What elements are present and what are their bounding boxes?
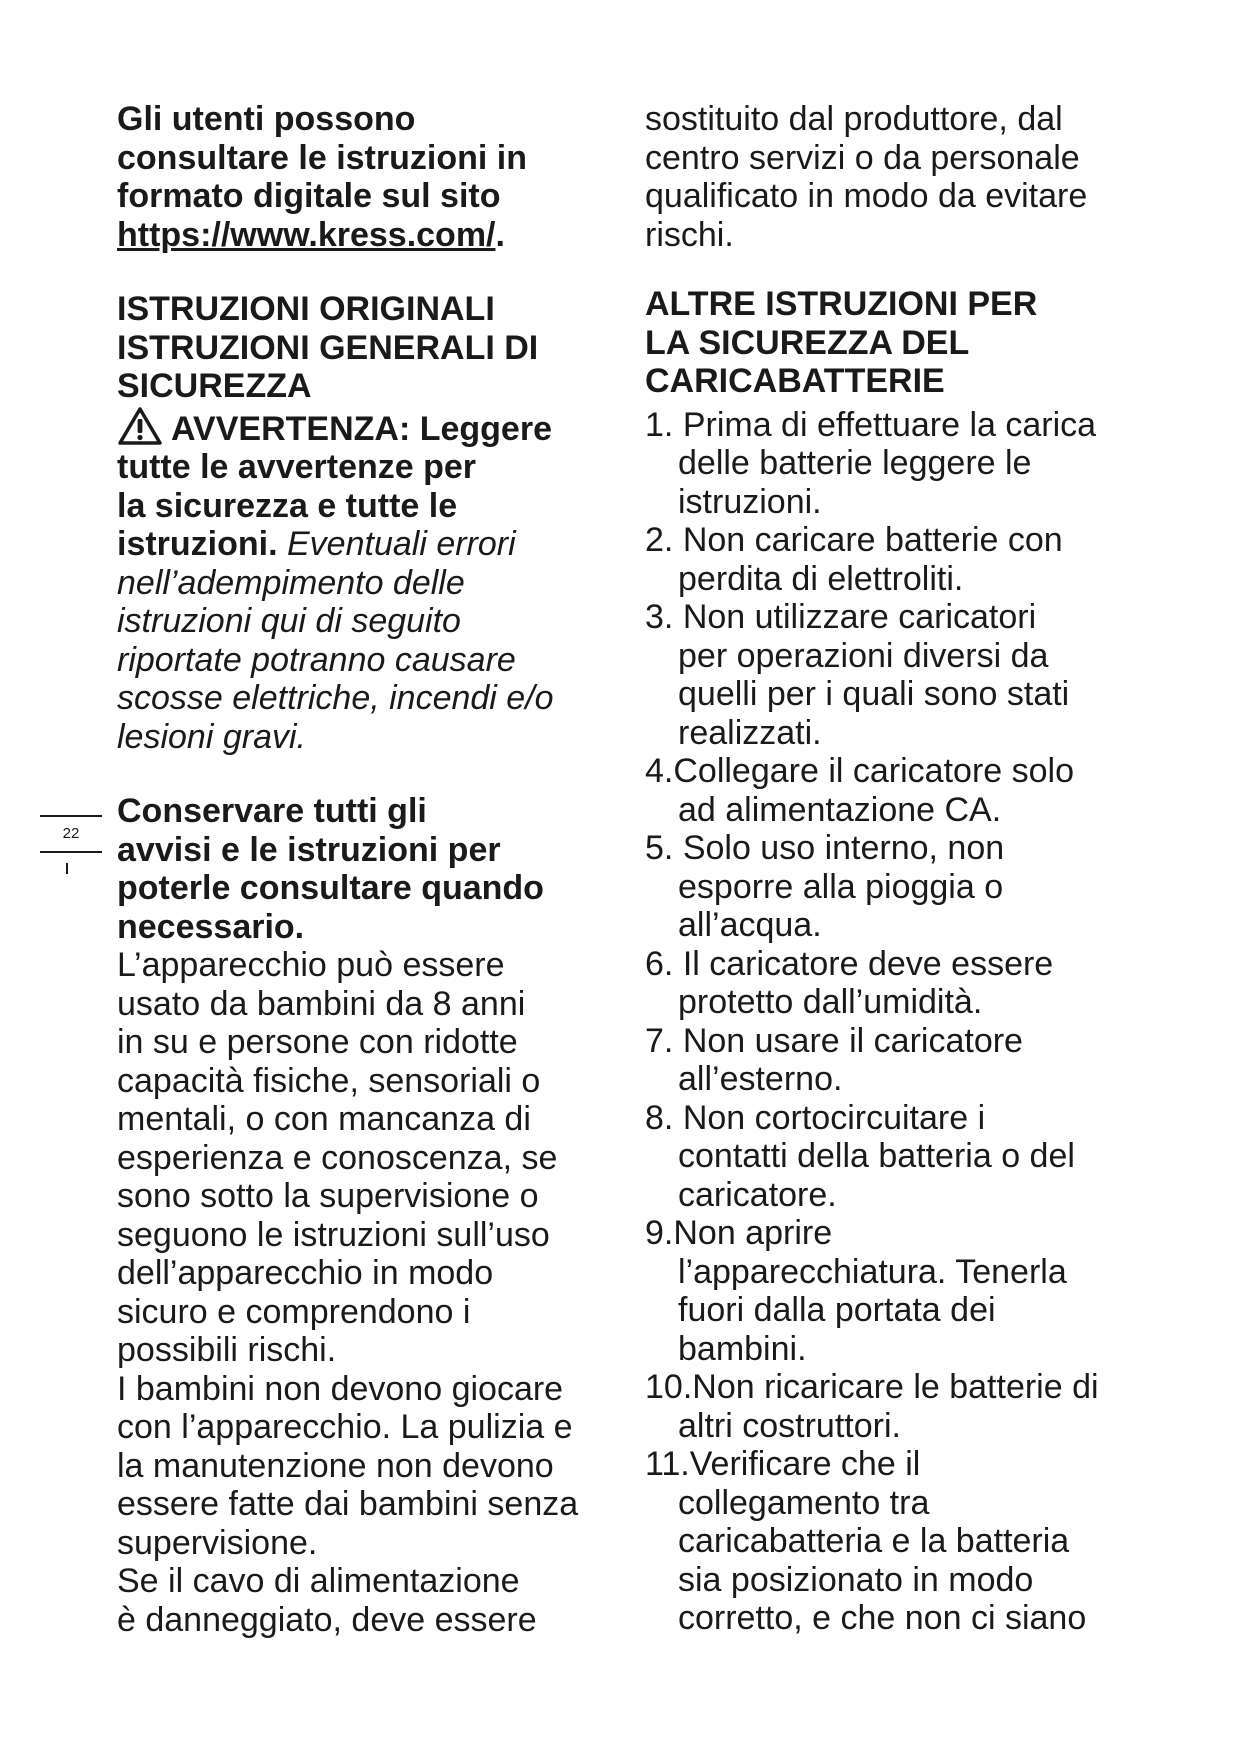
- list-item: [645, 1099, 1145, 1215]
- list-item-number: 2.: [645, 521, 683, 559]
- warning-italic-line: lesioni gravi.: [117, 717, 306, 756]
- cont-line: qualificato in modo da evitare: [645, 177, 1088, 215]
- list-item-number: 1.: [645, 405, 683, 444]
- list-item-first-line: [645, 598, 1145, 637]
- body-line: la manutenzione non devono: [117, 1446, 554, 1485]
- warning-line: la sicurezza e tutte le: [117, 486, 458, 525]
- list-item-line: collegamento tra: [678, 1483, 930, 1522]
- page-number-tick: [66, 863, 68, 874]
- list-item-line: quelli per i quali sono stati: [678, 675, 1070, 713]
- keep-line: poterle consultare quando: [117, 869, 544, 907]
- body-line: Se il cavo di alimentazione: [117, 1562, 520, 1600]
- body-line: capacità fisiche, sensoriali o: [117, 1061, 541, 1100]
- list-item-line: l’apparecchiatura. Tenerla: [678, 1252, 1067, 1291]
- right-column: [645, 100, 1145, 1638]
- list-item: [645, 1022, 1145, 1099]
- body-line: seguono le istruzioni sull’uso: [117, 1215, 550, 1254]
- keep-instructions-paragraph: [117, 792, 637, 946]
- body-line: I bambini non devono giocare: [117, 1369, 564, 1408]
- list-item-number: 4.: [645, 752, 674, 790]
- body-line: supervisione.: [117, 1523, 318, 1562]
- keep-line: Conservare tutti gli: [117, 792, 427, 830]
- list-item-first-line: [645, 1368, 1145, 1407]
- warning-label: AVVERTENZA: Leggere: [171, 409, 552, 448]
- heading-line: SICUREZZA: [117, 367, 312, 405]
- list-item-number: 11.: [645, 1445, 690, 1483]
- list-item-text: Verificare che il: [689, 1445, 921, 1483]
- list-item-first-line: [645, 752, 1145, 791]
- list-item: [645, 1368, 1145, 1445]
- list-item-first-line: [645, 1022, 1145, 1061]
- warning-italic-line: scosse elettriche, incendi e/o: [117, 679, 554, 717]
- charger-instructions-list: [645, 406, 1145, 1638]
- body-line: è danneggiato, deve essere: [117, 1600, 537, 1639]
- cord-replacement-continuation: [645, 100, 1145, 254]
- list-item-line: istruzioni.: [678, 482, 822, 521]
- cont-line: centro servizi o da personale: [645, 138, 1080, 177]
- intro-line: consultare le istruzioni in: [117, 138, 527, 177]
- warning-bold-end: istruzioni.: [117, 525, 278, 563]
- list-item-text: Collegare il caricatore solo: [673, 752, 1074, 790]
- list-item: [645, 406, 1145, 522]
- list-item-first-line: [645, 521, 1145, 560]
- list-item-line: per operazioni diversi da: [678, 636, 1049, 675]
- keep-line: avvisi e le istruzioni per: [117, 830, 501, 869]
- warning-first-line: [117, 406, 637, 449]
- list-item: [645, 1214, 1145, 1368]
- cont-line: rischi.: [645, 215, 734, 254]
- list-item-text: Non utilizzare caricatori: [682, 598, 1037, 636]
- intro-link-line: [117, 216, 637, 255]
- list-item: [645, 521, 1145, 598]
- intro-paragraph: [117, 100, 637, 254]
- list-item: [645, 752, 1145, 829]
- list-item: [645, 945, 1145, 1022]
- list-item-text: Non ricaricare le batterie di: [692, 1368, 1099, 1406]
- list-item-number: 8.: [645, 1098, 683, 1137]
- list-item-number: 9.: [645, 1214, 674, 1252]
- list-item-first-line: [645, 1214, 1145, 1253]
- list-item-text: Prima di effettuare la carica: [682, 405, 1097, 444]
- list-item-line: all’esterno.: [678, 1060, 843, 1098]
- body-line: esperienza e conoscenza, se: [117, 1138, 558, 1177]
- list-item-line: caricabatteria e la batteria: [678, 1522, 1070, 1560]
- page-number-rule-bottom: [40, 851, 102, 853]
- list-item-first-line: [645, 945, 1145, 984]
- warning-line: tutte le avvertenze per: [117, 448, 477, 486]
- list-item-line: corretto, e che non ci siano: [678, 1599, 1087, 1637]
- list-item: [645, 829, 1145, 945]
- heading-line: LA SICUREZZA DEL: [645, 323, 970, 362]
- body-line: L’apparecchio può essere: [117, 946, 505, 984]
- warning-paragraph: [117, 406, 637, 757]
- body-line: dell’apparecchio in modo: [117, 1254, 494, 1292]
- list-item-first-line: [645, 1099, 1145, 1138]
- list-item-text: Solo uso interno, non: [682, 829, 1005, 867]
- list-item: [645, 598, 1145, 752]
- heading-line: ALTRE ISTRUZIONI PER: [645, 285, 1038, 323]
- body-line: con l’apparecchio. La pulizia e: [117, 1408, 573, 1446]
- list-item-text: Non cortocircuitare i: [682, 1098, 986, 1137]
- body-line: mentali, o con mancanza di: [117, 1100, 531, 1138]
- list-item-line: all’acqua.: [678, 906, 822, 944]
- body-line: sicuro e comprendono i: [117, 1292, 471, 1331]
- list-item-number: 5.: [645, 829, 683, 867]
- body-line: in su e persone con ridotte: [117, 1023, 518, 1061]
- list-item-number: 10.: [645, 1368, 693, 1406]
- warning-italic-line: nell’adempimento delle: [117, 563, 465, 602]
- list-item-line: bambini.: [678, 1329, 807, 1368]
- list-item-line: ad alimentazione CA.: [678, 790, 1002, 829]
- warning-triangle-icon: [117, 406, 163, 446]
- list-item-text: Non caricare batterie con: [682, 521, 1063, 559]
- intro-line: formato digitale sul sito: [117, 177, 501, 215]
- list-item-line: delle batterie leggere le: [678, 444, 1032, 482]
- warning-italic-line: riportate potranno causare: [117, 640, 516, 679]
- charger-safety-heading: [645, 285, 1145, 401]
- appliance-usage-paragraph: [117, 946, 637, 1639]
- heading-line: ISTRUZIONI GENERALI DI: [117, 328, 539, 367]
- heading-line: CARICABATTERIE: [645, 362, 945, 400]
- list-item-line: caricatore.: [678, 1175, 837, 1214]
- warning-italic-start: Eventuali errori: [277, 525, 516, 563]
- list-item-line: protetto dall’umidità.: [678, 983, 983, 1021]
- heading-line: ISTRUZIONI ORIGINALI: [117, 290, 495, 328]
- page-number: 22: [62, 825, 80, 842]
- list-item-first-line: [645, 406, 1145, 445]
- list-item-line: fuori dalla portata dei: [678, 1291, 996, 1329]
- list-item-line: perdita di elettroliti.: [678, 559, 964, 598]
- list-item-line: esporre alla pioggia o: [678, 867, 1004, 906]
- list-item-line: altri costruttori.: [678, 1406, 901, 1445]
- list-item-number: 6.: [645, 944, 683, 983]
- keep-line: necessario.: [117, 907, 305, 946]
- general-safety-heading: [117, 290, 637, 406]
- list-item-first-line: [645, 829, 1145, 868]
- intro-line: Gli utenti possono: [117, 100, 416, 138]
- list-item-text: Non usare il caricatore: [682, 1021, 1023, 1060]
- body-line: sono sotto la supervisione o: [117, 1177, 539, 1215]
- list-item-number: 3.: [645, 598, 683, 636]
- kress-website-link[interactable]: https://www.kress.com/: [117, 215, 496, 254]
- intro-link-suffix: .: [495, 215, 505, 254]
- list-item-first-line: [645, 1445, 1145, 1484]
- list-item-line: realizzati.: [678, 713, 822, 752]
- list-item: [645, 1445, 1145, 1638]
- list-item-number: 7.: [645, 1021, 683, 1060]
- warning-italic-line: istruzioni qui di seguito: [117, 602, 461, 640]
- cont-line: sostituito dal produttore, dal: [645, 100, 1063, 138]
- page-number-marker: [40, 815, 102, 874]
- list-item-text: Non aprire: [673, 1214, 833, 1252]
- body-line: possibili rischi.: [117, 1331, 337, 1369]
- warning-mixed-line: [117, 525, 637, 564]
- list-item-line: sia posizionato in modo: [678, 1560, 1034, 1599]
- list-item-text: Il caricatore deve essere: [682, 944, 1054, 983]
- list-item-line: contatti della batteria o del: [678, 1137, 1075, 1175]
- body-line: essere fatte dai bambini senza: [117, 1485, 579, 1523]
- left-column: [117, 100, 637, 1639]
- body-line: usato da bambini da 8 anni: [117, 984, 526, 1023]
